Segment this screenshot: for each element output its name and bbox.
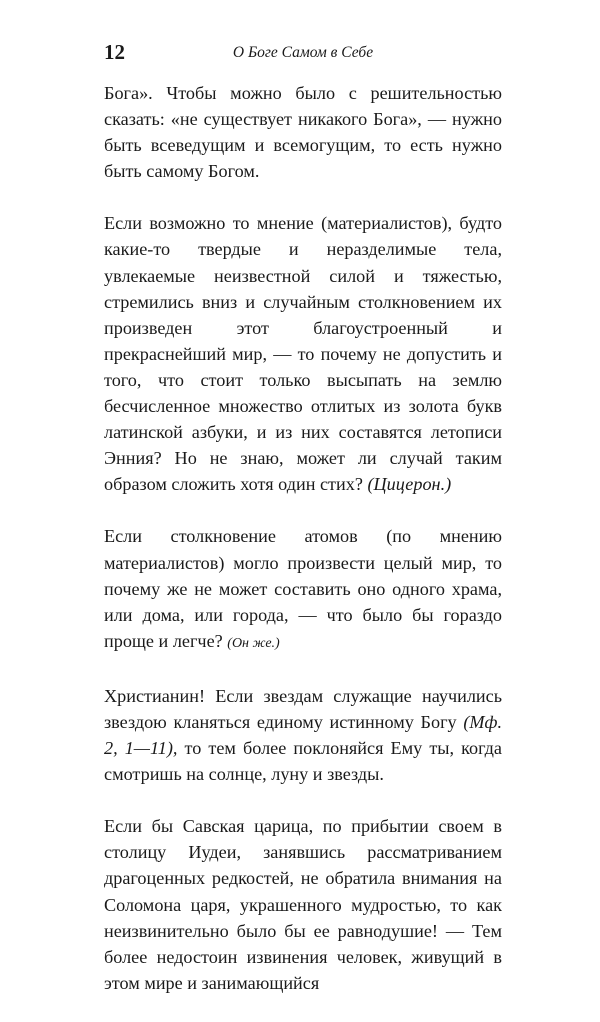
paragraph-text: Если возможно то мнение (материалистов), будто какие-то твердые и неразделимые тела, увлекаемые неизвестной силой и тяжестью, стремились вниз и случайным столкновением их произведен этот благоустроенный и прекраснейший мир, — то почему не допустить и того, что стоит только высыпать на землю бесчисленное множество отлитых из золота букв латинской азбуки, и из них составятся летописи Энния? Но не знаю, может ли случай таким образом сложить хотя один стих? xyxy=(104,213,502,495)
page-number: 12 xyxy=(104,40,125,64)
paragraph xyxy=(104,210,502,497)
citation: (Он же.) xyxy=(227,635,280,651)
paragraph xyxy=(104,813,502,996)
page-header xyxy=(104,40,502,68)
paragraph-text: Христианин! Если звездам служащие научились звездою кланяться единому истинному Богу xyxy=(104,685,502,732)
running-title: О Боге Самом в Себе xyxy=(232,44,374,61)
paragraph xyxy=(104,523,502,656)
citation: (Цицерон.) xyxy=(367,474,452,495)
paragraph xyxy=(104,80,502,184)
paragraph-text: Если бы Савская царица, по прибытии своем в столицу Иудеи, занявшись рассматриванием драгоценных редкостей, не обратила внимания на Соломона царя, украшенного мудростью, то как неизвинительно было бы ее равнодушие! — Тем более недостоин извинения человек, живущий в этом мире и занимающийся xyxy=(104,816,502,993)
paragraph-text: Бога». Чтобы можно было с решительностью сказать: «не существует никакого Бога», — нужно быть всеведущим и всемогущим, то есть нужно быть самому Богом. xyxy=(104,83,502,182)
paragraph-text: то тем более поклоняйся Ему ты, когда смотришь на солнце, луну и звезды. xyxy=(104,738,502,785)
paragraph xyxy=(104,683,502,787)
body-text xyxy=(104,80,502,1022)
scripture-reference: (Мф. 2, 1—11), xyxy=(104,711,502,759)
paragraph-text: Если столкновение атомов (по мнению материалистов) могло произвести целый мир, то почему же не может составить оно одного храма, или дома, или города, — что было бы гораздо проще и легче? xyxy=(104,526,502,651)
